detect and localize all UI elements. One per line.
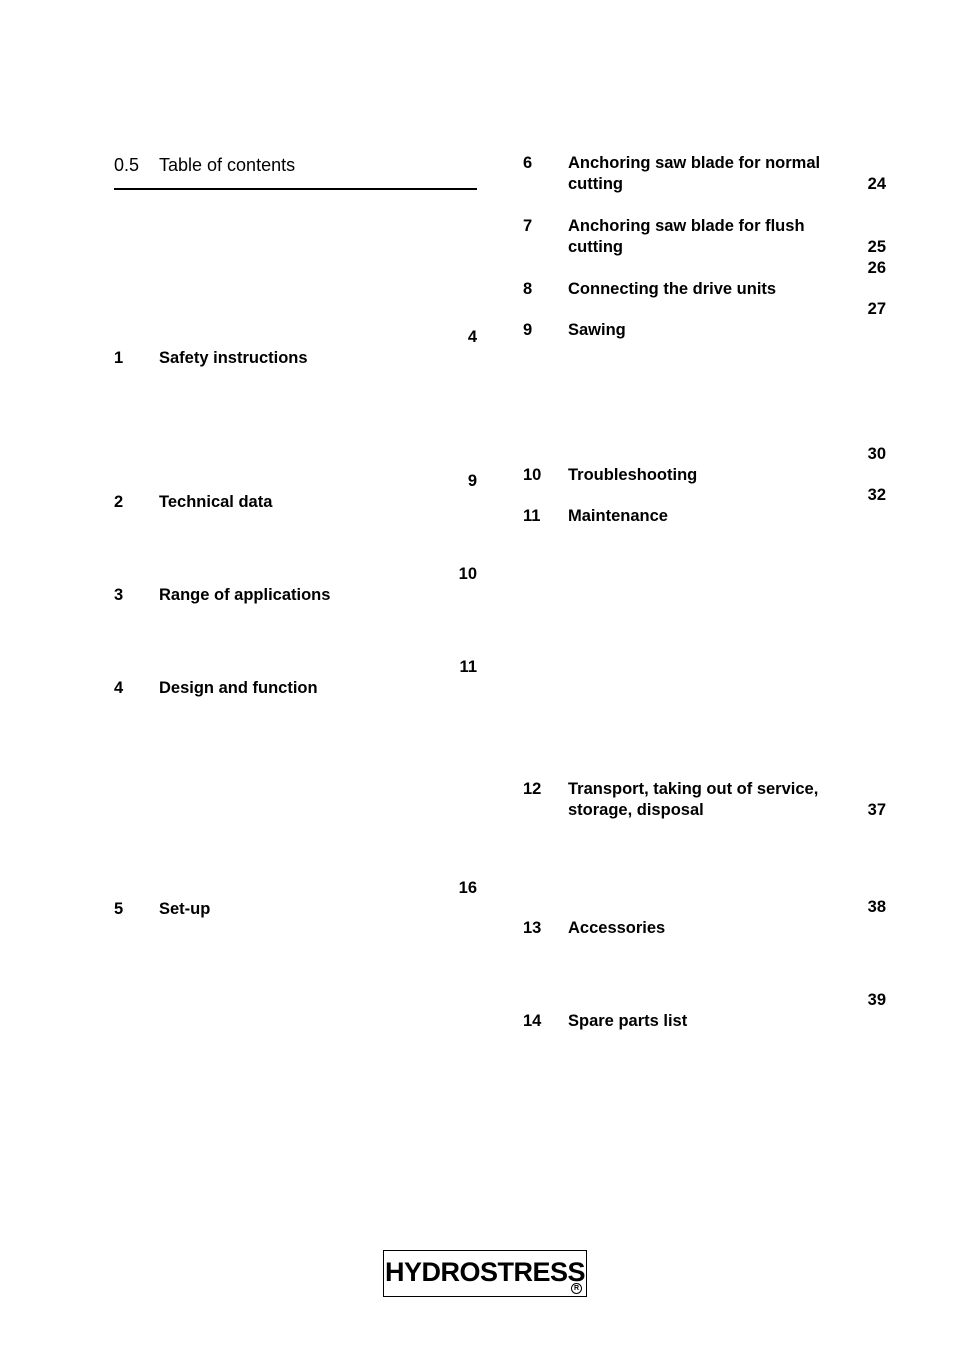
hydrostress-logo: [383, 1250, 587, 1297]
toc-page: 37: [867, 801, 886, 819]
toc-title: Design and function: [159, 679, 318, 697]
toc-number: 3: [114, 586, 124, 604]
toc-title: Accessories: [568, 919, 666, 937]
toc-page: 32: [867, 486, 886, 504]
toc-title: Troubleshooting: [568, 466, 698, 484]
toc-number: 9: [523, 321, 533, 339]
toc-title: Safety instructions: [159, 349, 308, 367]
toc-page: 39: [867, 991, 886, 1009]
toc-number: 11: [523, 507, 541, 525]
toc-number: 4: [114, 679, 124, 697]
toc-title-line: Anchoring saw blade for flush: [568, 217, 805, 235]
toc-title: Connecting the drive units: [568, 280, 777, 298]
toc-entry-anchoring-normal-cutting[interactable]: [523, 153, 886, 195]
toc-title: Maintenance: [568, 507, 668, 525]
toc-page: 10: [458, 565, 477, 583]
toc-page: 11: [459, 658, 477, 676]
toc-title: Technical data: [159, 493, 273, 511]
toc-title: Spare parts list: [568, 1012, 688, 1030]
toc-number: 6: [523, 154, 533, 172]
toc-number: 8: [523, 280, 533, 298]
toc-page: 24: [867, 175, 886, 193]
toc-page: 16: [458, 879, 477, 897]
toc-title: Sawing: [568, 321, 626, 339]
toc-title-line: storage, disposal: [568, 801, 704, 819]
toc-title-line: Transport, taking out of service,: [568, 780, 819, 798]
toc-page: 26: [867, 259, 886, 277]
section-number: 0.5: [114, 155, 140, 175]
toc-number: 13: [523, 919, 542, 937]
toc-title: [568, 216, 805, 258]
toc-page: 27: [867, 300, 886, 318]
toc-number: 12: [523, 780, 542, 798]
toc-entry-transport-storage[interactable]: [523, 779, 886, 821]
logo-brand-text: HYDROSTRESS: [384, 1257, 586, 1287]
toc-title-line: cutting: [568, 175, 623, 193]
toc-page: 9: [467, 472, 477, 490]
toc-number: 7: [523, 217, 533, 235]
toc-title: [568, 779, 818, 821]
toc-page: 25: [867, 238, 886, 256]
toc-number: 14: [523, 1012, 542, 1030]
section-heading: [114, 154, 477, 190]
toc-number: 5: [114, 900, 124, 918]
toc-number: 2: [114, 493, 124, 511]
registered-trademark-icon: R: [571, 1283, 582, 1294]
toc-page: 30: [867, 445, 886, 463]
toc-title: Set-up: [159, 900, 211, 918]
toc-title-line: Anchoring saw blade for normal: [568, 154, 821, 172]
toc-entry-anchoring-flush-cutting[interactable]: [523, 216, 886, 258]
section-title: Table of contents: [159, 155, 296, 175]
toc-number: 10: [523, 466, 542, 484]
toc-title: [568, 153, 820, 195]
toc-page: 4: [467, 328, 477, 346]
toc-number: 1: [114, 349, 124, 367]
toc-title: Range of applications: [159, 586, 331, 604]
toc-page: 38: [867, 898, 886, 916]
toc-title-line: cutting: [568, 238, 623, 256]
